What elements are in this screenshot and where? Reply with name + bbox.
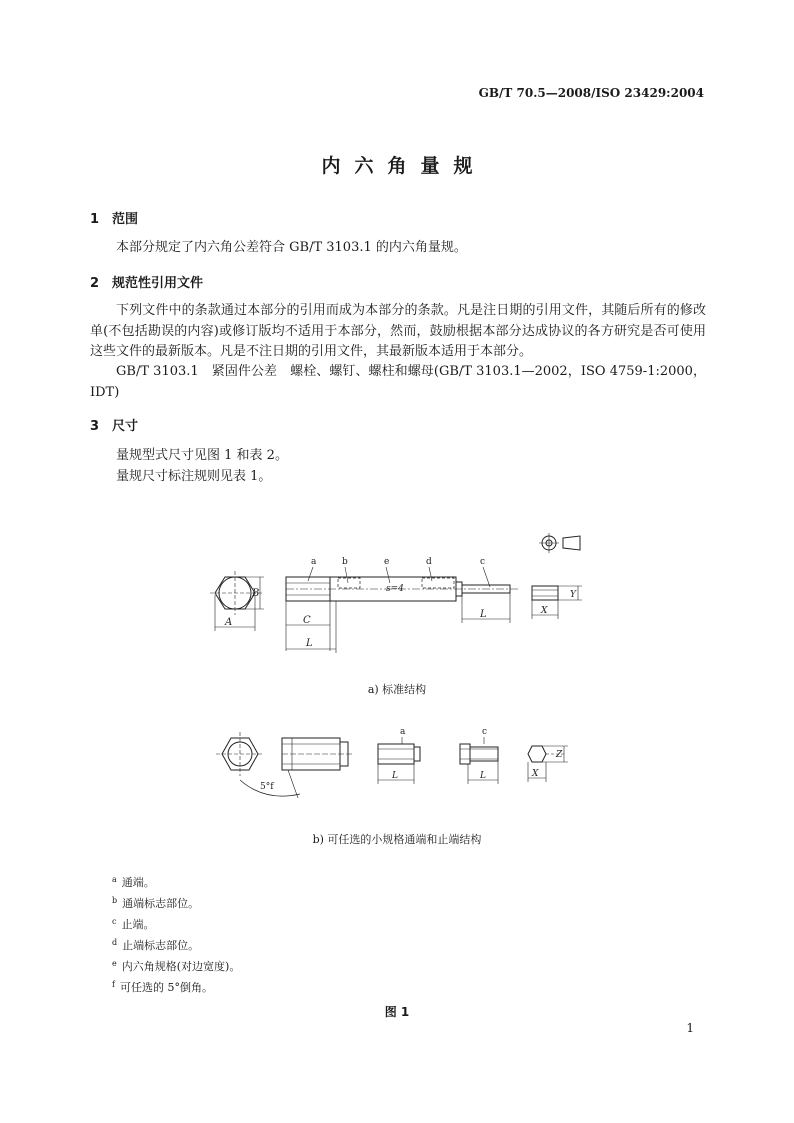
scope-paragraph: 本部分规定了内六角公差符合 GB/T 3103.1 的内六角量规。 [116,240,467,255]
dimension-line-2: 量规尺寸标注规则见表 1。 [116,469,272,484]
leader-a-small: a [400,727,406,737]
note-text: 止端标志部位。 [122,939,200,952]
section-heading-references [90,272,203,291]
caption-small-size: b) 可任选的小规格通端和止端结构 [312,833,482,846]
reference-entry: GB/T 3103.1 紧固件公差 螺栓、螺钉、螺柱和螺母(GB/T 3103.1—2002，ISO 4759-1:2000，IDT) [90,364,706,400]
dim-s: s=4 [386,584,404,594]
dim-Z: Z [556,750,563,760]
figure-standard-structure [200,525,600,665]
page-number: 1 [686,1021,694,1035]
caption-standard: a) 标准结构 [367,683,427,696]
note-c [112,916,154,932]
note-b [112,895,199,911]
note-key: c [112,917,117,926]
note-text: 通端标志部位。 [122,897,200,910]
note-key: f [112,980,115,989]
section-heading-scope [90,208,138,227]
note-text: 止端。 [121,918,155,931]
note-text: 内六角规格(对边宽度)。 [121,960,241,973]
dim-L-1: L [306,638,313,649]
note-e [112,958,240,974]
dim-C: C [303,615,311,626]
section-title: 规范性引用文件 [112,276,204,291]
leader-c-small: c [482,727,488,737]
dim-Y: Y [570,590,576,600]
dim-X-small: X [532,769,539,779]
hex-detail-small [528,746,546,762]
dim-A: A [225,617,233,628]
taper-symbol [563,536,580,550]
note-key: a [112,875,117,884]
note-key: e [112,959,117,968]
section-title: 尺寸 [112,419,139,434]
go-end-small [378,744,414,764]
note-key: b [112,896,118,905]
nogo-detail [532,586,558,600]
dim-B: B [252,588,260,599]
dimension-line-1: 量规型式尺寸见图 1 和表 2。 [116,448,288,463]
leader-a: a [311,557,317,567]
section-number: 2 [90,276,100,291]
note-f [112,979,213,995]
leader-d: d [426,557,432,567]
standard-number: GB/T 70.5—2008/ISO 23429:2004 [478,86,704,100]
note-key: d [112,938,118,947]
section-number: 3 [90,419,100,434]
note-d [112,937,199,953]
note-a [112,874,155,890]
dim-angle: 5°f [260,782,274,792]
dim-X: X [541,606,548,616]
dim-L-4: L [480,771,486,781]
section-number: 1 [90,212,100,227]
leader-b: b [342,557,348,567]
note-text: 可任选的 5°倒角。 [119,981,213,994]
section-title: 范围 [112,212,139,227]
figure-small-size-structure [210,722,590,812]
go-mark-zone [338,578,360,588]
nogo-mark-zone [422,578,454,588]
figure-label: 图 1 [384,1005,410,1019]
page-title: 内六角量规 [321,155,487,177]
dim-L-2: L [480,609,487,620]
note-text: 通端。 [121,876,155,889]
leader-e: e [384,557,390,567]
leader-c: c [480,557,486,567]
normative-paragraph: 下列文件中的条款通过本部分的引用而成为本部分的条款。凡是注日期的引用文件，其随后所有的修改单(不包括勘误的内容)或修订版均不适用于本部分，然而，鼓励根据本部分达成协议的各方研究是否可使用这些文件的最新版本。凡是不注日期的引用文件，其最新版本适用于本部分。 [90,303,706,359]
section-heading-dimensions [90,415,138,434]
dim-L-3: L [392,771,398,781]
